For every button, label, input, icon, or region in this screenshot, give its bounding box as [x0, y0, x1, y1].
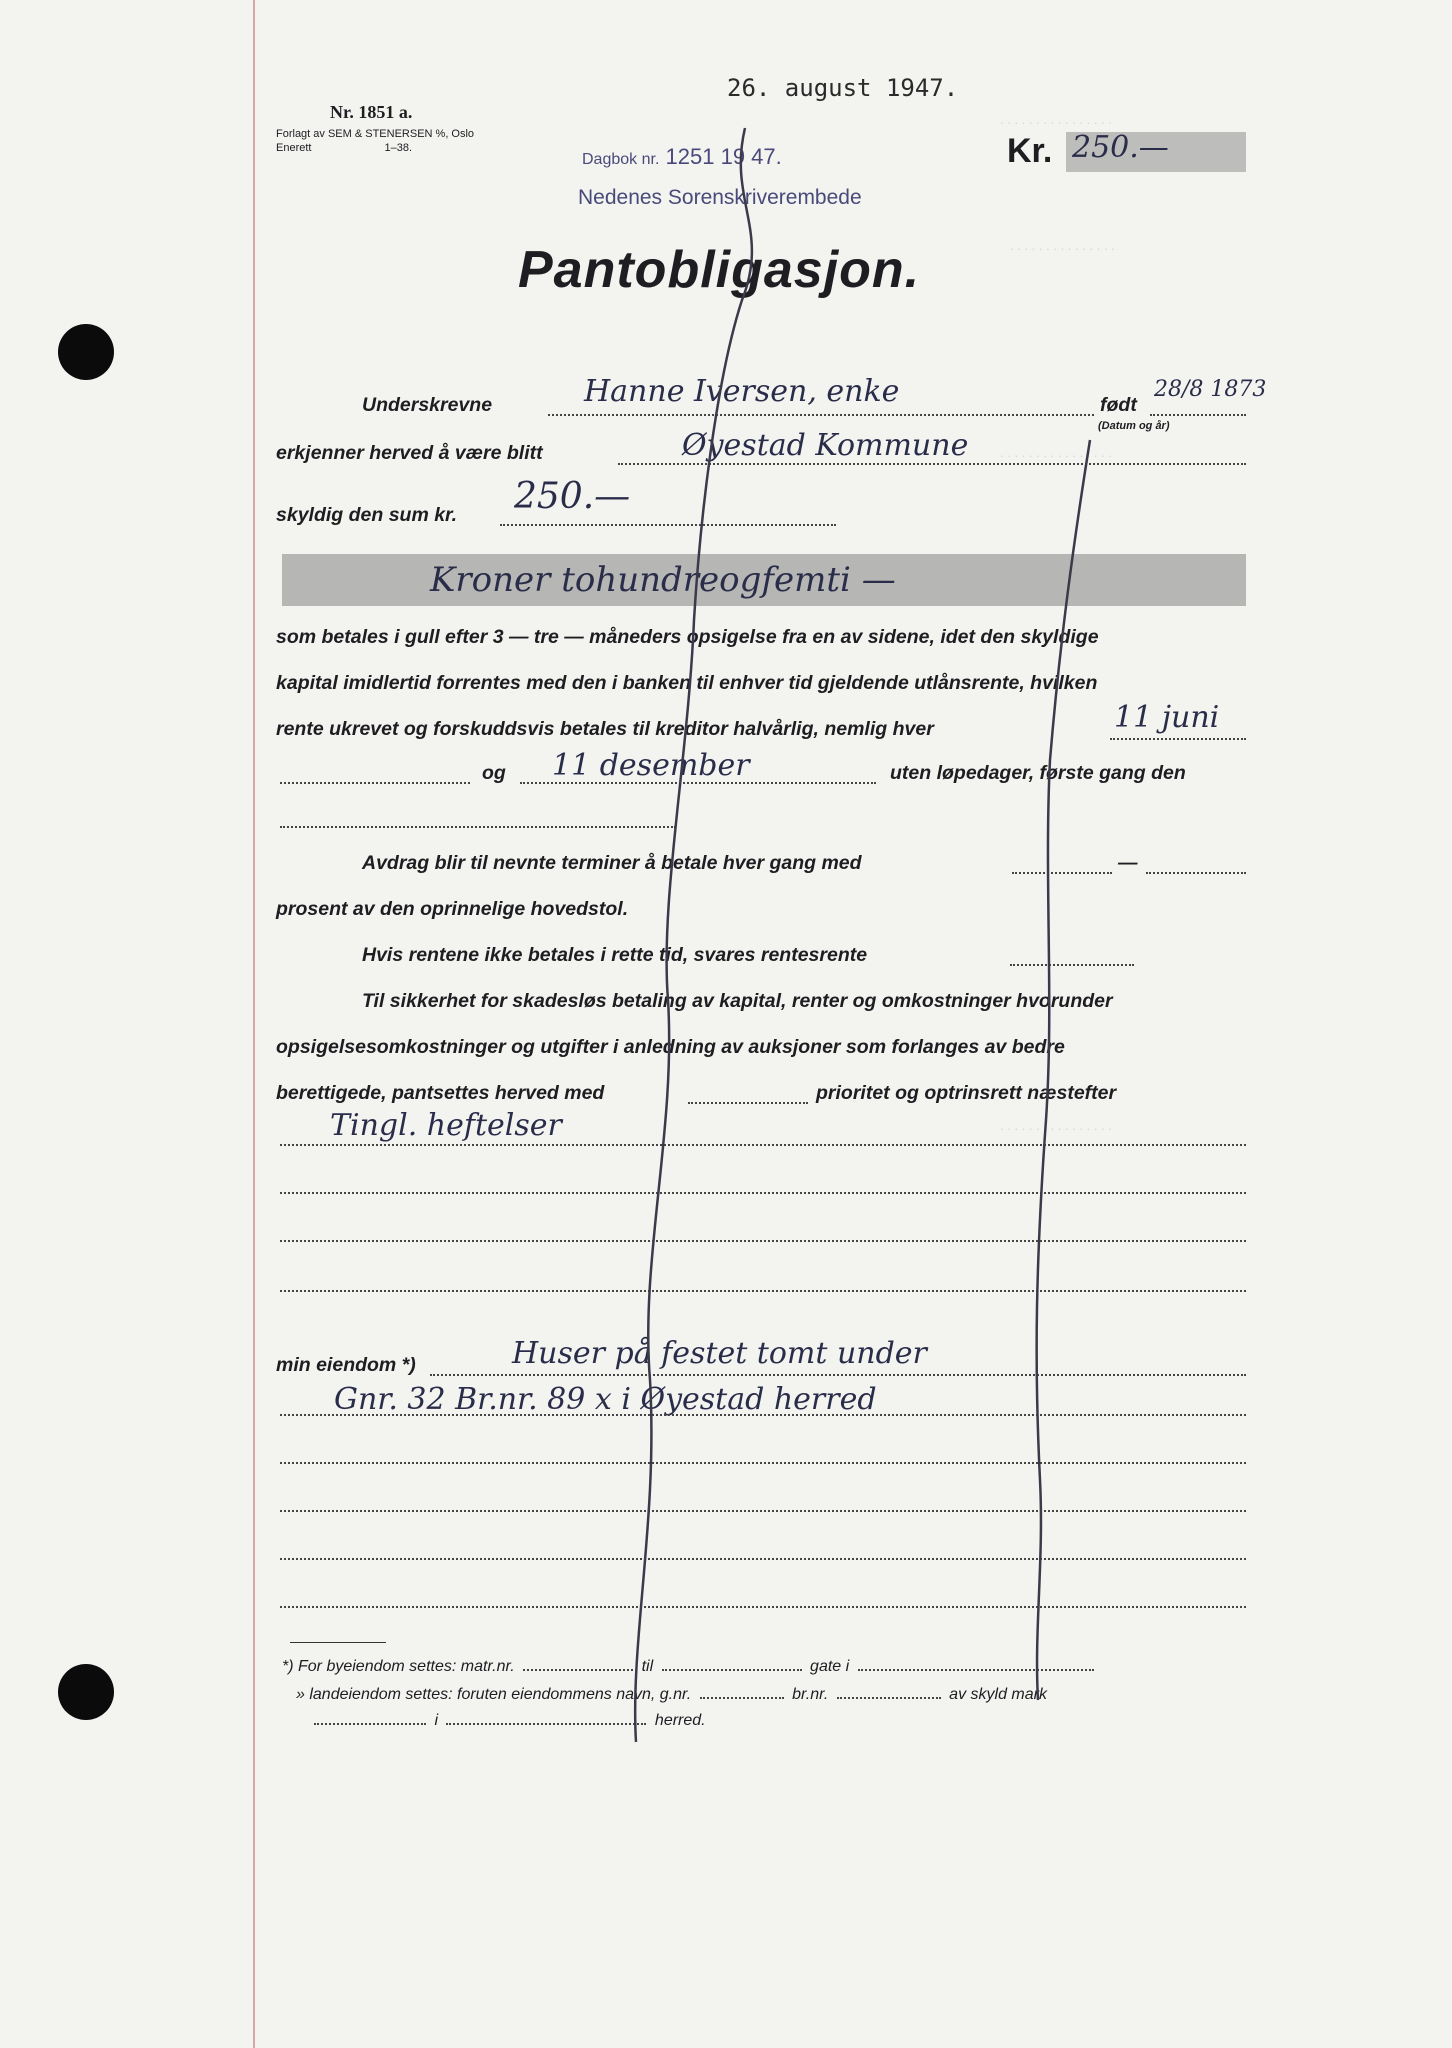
footnote-line3: i herred.	[310, 1712, 706, 1730]
diary-stamp-line1: Dagbok nr. 1251 19 47.	[582, 144, 782, 169]
kr-label: Kr.	[1007, 132, 1053, 170]
date-hint: (Datum og år)	[1098, 420, 1170, 432]
date-typed: 26. august 1947.	[727, 74, 959, 102]
undersigned-label: Underskrevne	[362, 394, 493, 416]
diary-stamp-line2: Nedenes Sorenskriverembede	[578, 186, 862, 209]
term1-value: 11 juni	[1114, 700, 1220, 735]
document-title: Pantobligasjon.	[518, 241, 921, 299]
document-page: . . . . . . . . . . . . . . . . . . . . . . . . . . . . . . . . . . . . . . . . . . . . . . . . . . . . . . . . . . . . . . . Nr. 1851 a. Forlagt av SEM & STENERSEN %, Oslo Enerett 1–38. 26. august 1947. Dagbok nr. 1251 19 47. Nedenes Sorenskriverembede Kr. 250.— Pantobligasjon. Underskrevne Hanne Iversen, enke født 28/8 1873 (Datum og år) erkjenner herved å være blitt Øyestad Kommune skyldig den sum kr. 250.— Kroner tohundreogfemti — som betales i gull efter 3 — tre — måneders opsigelse fra en av sidene, idet den skyldige kapital imidlertid forrentes med den i banken til enhver tid gjeldende utlånsrente, hvilken rente ukrevet og forskuddsvis betales til kreditor halvårlig, nemlig hver 11 juni og 11 desember uten løpedager, første gang den Avdrag blir til nevnte terminer å betale hver gang med — prosent av den oprinnelige hovedstol. Hvis rentene ikke betales i rette tid, svares rentesrente Til sikkerhet for skadesløs betaling av kapital, renter og omkostninger hvorunder opsigelsesomkostninger og utgifter i anledning av auksjoner som forlanges av bedre berettigede, pantsettes herved med prioritet og optrinsrett næstefter Tingl. heftelser min eiendom *) Huser på festet tomt under Gnr. 32 Br.nr. 89 x i Øyestad herred *) For byeiendom settes: matr.nr. til gate i » landeiendom settes: foruten eiendommens navn, g.nr. br.nr. av skyld mark i herred.	[0, 0, 1452, 2048]
installment-dash: —	[1118, 852, 1138, 874]
property-label: min eiendom *)	[276, 1354, 416, 1376]
undersigned-value: Hanne Iversen, enke	[584, 374, 900, 409]
security-line3a: berettigede, pantsettes herved med	[276, 1082, 605, 1104]
installment-line2: prosent av den oprinnelige hovedstol.	[276, 898, 629, 920]
installment-line1: Avdrag blir til nevnte terminer å betale hver gang med	[362, 852, 862, 874]
security-line1: Til sikkerhet for skadesløs betaling av kapital, renter og omkostninger hvorunder	[362, 990, 1113, 1012]
born-label: født	[1100, 394, 1137, 416]
security-line2: opsigelsesomkostninger og utgifter i anledning av auksjoner som forlanges av bedre	[276, 1036, 1065, 1058]
para1-line1: som betales i gull efter 3 — tre — måneders opsigelse fra en av sidene, idet den skyldige	[276, 626, 1099, 648]
and-label: og	[482, 762, 506, 784]
interest-line: Hvis rentene ikke betales i rette tid, svares rentesrente	[362, 944, 868, 966]
para1-line3: rente ukrevet og forskuddsvis betales til kreditor halvårlig, nemlig hver	[276, 718, 934, 740]
kr-amount: 250.—	[1072, 130, 1169, 165]
sum-value: 250.—	[514, 476, 631, 517]
creditor-value: Øyestad Kommune	[682, 428, 969, 463]
no-grace-label: uten løpedager, første gang den	[890, 762, 1186, 784]
acknowledges-label: erkjenner herved å være blitt	[276, 442, 543, 464]
owes-label: skyldig den sum kr.	[276, 504, 457, 526]
property-value2: Gnr. 32 Br.nr. 89 x i Øyestad herred	[334, 1382, 877, 1417]
property-value1: Huser på festet tomt under	[512, 1336, 927, 1371]
footnote-line1: *) For byeiendom settes: matr.nr. til gate i	[282, 1658, 1098, 1676]
born-value: 28/8 1873	[1154, 377, 1267, 402]
publisher-info: Forlagt av SEM & STENERSEN %, Oslo Enerett 1–38.	[276, 128, 475, 154]
para1-line2: kapital imidlertid forrentes med den i banken til enhver tid gjeldende utlånsrente, hvilken	[276, 672, 1098, 694]
encumbrance-value: Tingl. heftelser	[330, 1108, 562, 1143]
sum-words: Kroner tohundreogfemti —	[430, 560, 896, 600]
footnote-line2: » landeiendom settes: foruten eiendommens navn, g.nr. br.nr. av skyld mark	[296, 1686, 1047, 1703]
security-line3b: prioritet og optrinsrett næstefter	[816, 1082, 1117, 1104]
term2-value: 11 desember	[552, 748, 750, 783]
form-number: Nr. 1851 a.	[330, 102, 413, 122]
